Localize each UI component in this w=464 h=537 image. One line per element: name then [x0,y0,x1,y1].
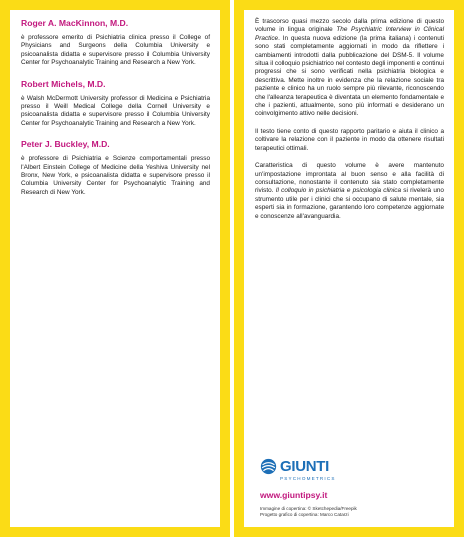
author-bio: è Walsh McDermott University professor di Medicina e Psichiatria presso il Weill Medical College della Cornell University e psicoanalista didatta e supervisore presso il Columbia University Center for Psychoanalytic Training and Research a New York. [21,94,210,127]
left-flap-content [10,10,220,527]
author-block [21,79,210,129]
text-run: si rivelerà uno strumento utile per i clinici che si occupano di salute mentale, sia esperti sia in formazione, garantendo loro competenze aggiornate e conoscenze all'avanguardia. [255,187,444,220]
author-bio: è professore di Psichiatria e Scienze comportamentali presso l'Albert Einstein College of Medicine della Yeshiva University nel Bronx, New York, e psicoanalista didatta e supervisore presso il Columbia University Center for Psychoanalytic Training and Research di New York. [21,155,210,196]
publisher-subtitle: PSYCHOMETRICS [280,476,336,481]
book-title: Il colloquio in psichiatria e psicologia clinica [275,187,402,195]
description-paragraph [255,18,444,119]
book-original-title: The Psychiatric Interview in Clinical Practice [255,26,444,42]
text-run: È trascorso quasi mezzo secolo dalla prima edizione di questo volume in lingua originale [255,18,444,34]
text-run: . In questa nuova edizione (la prima italiana) i contenuti sono stati completamente aggiornati in modo da riflettere i cambiamenti introdotti dalla pubblicazione del DSM-5. Il volume situa il colloquio psichiatrico nel contesto degli imponenti e continui progressi che si sono verificati nella psichiatria biologica e descrittiva. Mette inoltre in evidenza che la relazione sociale tra paziente e clinico ha un ruolo sempre più rilevante, riconoscendo che l'alleanza terapeutica è diventata un elemento fondamentale e che i pazienti, attualmente, sono più informati e desiderano un coinvolgimento attivo nelle decisioni. [255,34,444,118]
cover-design-credit: Progetto grafico di copertina: Marco Catarzi [260,512,349,518]
author-block [21,139,210,197]
left-flap [0,0,230,537]
cover-credits [260,506,357,519]
publisher-website: www.giuntipsy.it [260,490,328,500]
publisher-name: GIUNTI [280,457,330,475]
right-flap [234,0,464,537]
giunti-globe-icon [260,458,277,475]
author-block [21,18,210,68]
publisher-block [260,456,336,500]
cover-image-credit: Immagine di copertina: © Sketchepedia/Freepik [260,506,357,511]
right-flap-content [244,10,454,527]
description-paragraph: Il testo tiene conto di questo rapporto paritario e aiuta il clinico a coltivare la relazione con il paziente in modo da ottenere risultati terapeutici ottimali. [255,127,444,152]
author-name: Peter J. Buckley, M.D. [21,139,110,150]
author-bio: è professore emerito di Psichiatria clinica presso il College of Physicians and Surgeons della Columbia University e psicoanalista didatta e supervisore presso il Columbia University Center for Psychoanalytic Training and Research a New York. [21,34,210,67]
publisher-logo [260,456,336,476]
author-name: Robert Michels, M.D. [21,78,106,89]
description-paragraph [255,162,444,221]
text-run: Caratteristica di questo volume è avere mantenuto un'impostazione improntata al buon senso e alla facilità di consultazione, nonostante il contenuto sia stato completamente rivisto. [255,162,444,195]
author-name: Roger A. MacKinnon, M.D. [21,18,129,28]
